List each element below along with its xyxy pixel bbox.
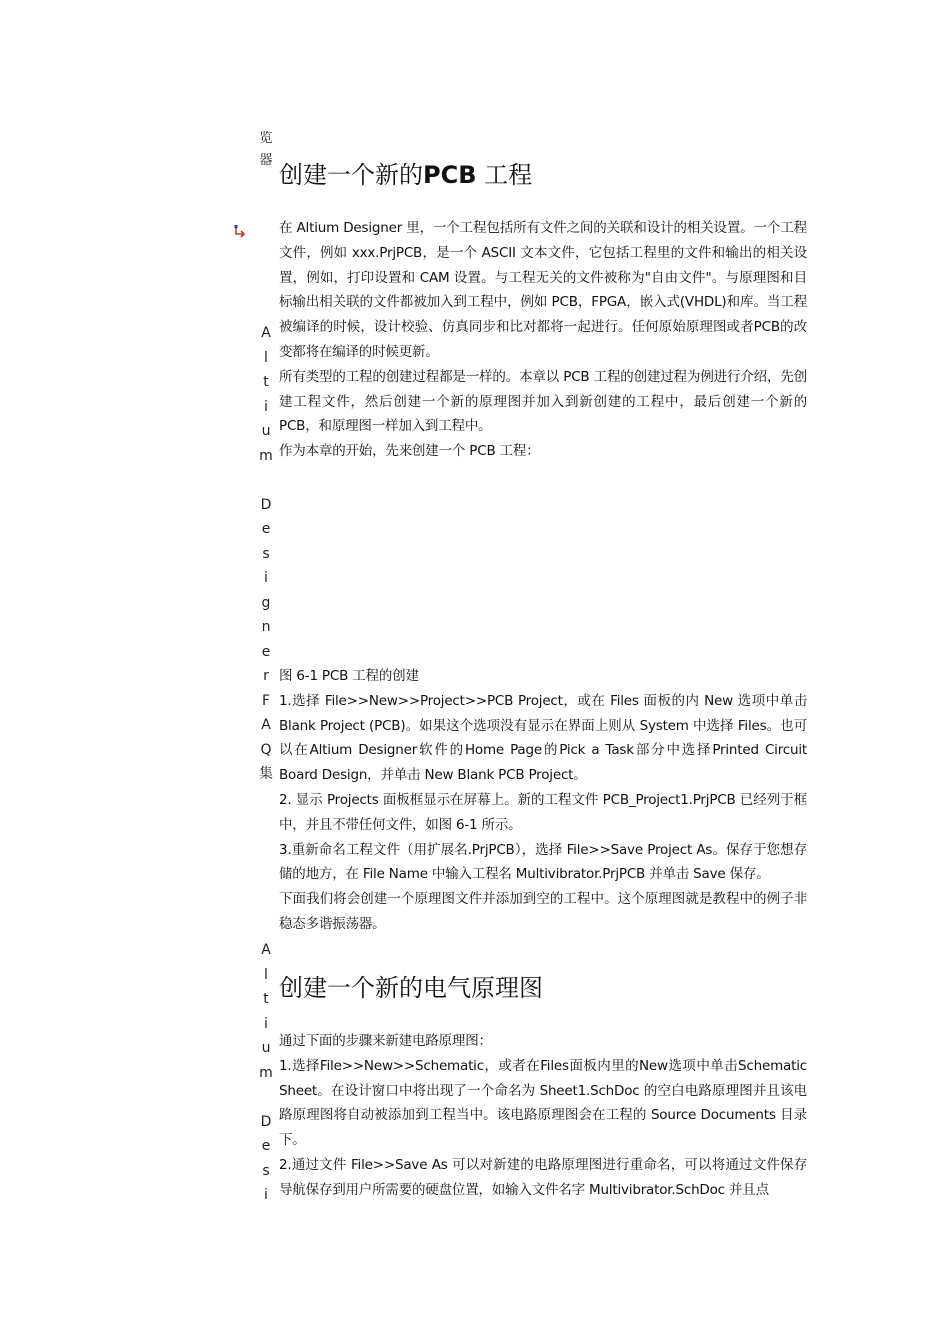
figure-caption: 图 6-1 PCB 工程的创建: [279, 668, 419, 684]
side-char: 器: [259, 153, 273, 168]
paragraph: 作为本章的开始，先来创建一个 PCB 工程：: [279, 443, 540, 460]
side-char: m: [259, 447, 273, 464]
side-char: A: [261, 717, 271, 733]
side-char: F: [261, 692, 271, 709]
schematic-steps: [279, 1029, 807, 1203]
side-char: t: [263, 374, 269, 390]
side-char: e: [261, 521, 271, 537]
side-char: n: [261, 619, 271, 635]
paragraph: 2.通过文件 File>>Save As 可以对新建的电路原理图进行重命名，可以将通过文件保存导航保存到用户所需要的硬盘位置，如输入文件名字 Multivibrator.SchDoc 并且点: [279, 1156, 807, 1198]
figure-and-steps: [279, 664, 807, 937]
side-char: e: [261, 1138, 271, 1154]
section-title-create-pcb-project: [279, 155, 807, 190]
side-char: r: [263, 668, 269, 684]
side-char: s: [262, 1162, 270, 1179]
paragraph: 1.选择 File>>New>>Project>>PCB Project，或在 Files 面板的内 New 选项中单击 Blank Project (PCB)。如果这个选项没有显示在界面上则从 System 中选择 Files。也可以在Altium Designer软件的Home Page的Pick a Task部分中选择Printed Circuit Board Design，并单击 New Blank PCB Project。: [279, 692, 807, 784]
paragraph: 1.选择File>>New>>Schematic，或者在Files面板内里的New选项中单击Schematic Sheet。在设计窗口中将出现了一个命名为 Sheet1.SchDoc 的空白电路原理图并且该电路原理图将自动被添加到工程当中。该电路原理图会在工程的 Source Documents 目录下。: [279, 1057, 807, 1149]
side-char: u: [261, 423, 271, 439]
paragraph: 所有类型的工程的创建过程都是一样的。本章以 PCB 工程的创建过程为例进行介绍，先创建工程文件，然后创建一个新的原理图并加入到新创建的工程中，最后创建一个新的 PCB，和原理图一样加入到工程中。: [279, 368, 807, 435]
side-char: u: [261, 1040, 271, 1056]
side-char: i: [264, 570, 268, 586]
side-char: g: [261, 594, 271, 611]
side-char: i: [264, 1015, 268, 1032]
title-part: 创建一个新的: [279, 161, 423, 189]
side-char: i: [264, 1187, 268, 1203]
side-char: D: [260, 496, 272, 513]
paragraph: 3.重新命名工程文件（用扩展名.PrjPCB），选择 File>>Save Project As。保存于您想存储的地方，在 File Name 中输入工程名 Multivibrator.PrjPCB 并单击 Save 保存。: [279, 841, 807, 883]
side-char: l: [264, 349, 268, 366]
side-char: e: [261, 643, 271, 660]
side-char: l: [264, 966, 268, 983]
paragraph: 通过下面的步骤来新建电路原理图：: [279, 1033, 492, 1049]
side-char: [256, 468, 276, 493]
side-char: i: [264, 398, 268, 415]
side-char: A: [261, 942, 271, 958]
title-part-bold: PCB: [423, 161, 477, 189]
side-char: D: [260, 1113, 272, 1130]
side-char: t: [263, 991, 269, 1007]
side-char: 览: [259, 131, 273, 146]
side-char: s: [262, 545, 270, 562]
side-char: 集: [259, 766, 273, 782]
side-char: Q: [260, 741, 272, 758]
return-arrow-icon: [233, 224, 247, 240]
paragraph: 下面我们将会创建一个原理图文件并添加到空的工程中。这个原理图就是教程中的例子非稳态多谐振荡器。: [279, 891, 807, 932]
section-title-create-schematic: 创建一个新的电气原理图: [279, 974, 543, 1002]
paragraph: 在 Altium Designer 里，一个工程包括所有文件之间的关联和设计的相关设置。一个工程文件，例如 xxx.PrjPCB，是一个 ASCII 文本文件，它包括工程里的文件和输出的相关设置，例如，打印设置和 CAM 设置。与工程无关的文件被称为"自由文件"。与原理图和目标输出相关联的文件都被加入到工程中，例如 PCB，FPGA，嵌入式(VHDL)和库。当工程被编译的时候，设计校验、仿真同步和比对都将一起进行。任何原始原理图或者PCB的改变都将在编译的时候更新。: [279, 220, 807, 360]
side-char: A: [261, 325, 271, 341]
paragraph: 2. 显示 Projects 面板框显示在屏幕上。新的工程文件 PCB_Project1.PrjPCB 已经列于框中，并且不带任何文件，如图 6-1 所示。: [279, 791, 807, 833]
side-text-vertical-2: [256, 938, 276, 1208]
side-text-top: [256, 128, 276, 172]
side-char: [256, 1085, 276, 1110]
side-text-vertical-1: [256, 321, 276, 787]
title-part: 工程: [484, 161, 533, 189]
side-char: m: [259, 1064, 273, 1081]
intro-text: [279, 216, 807, 464]
